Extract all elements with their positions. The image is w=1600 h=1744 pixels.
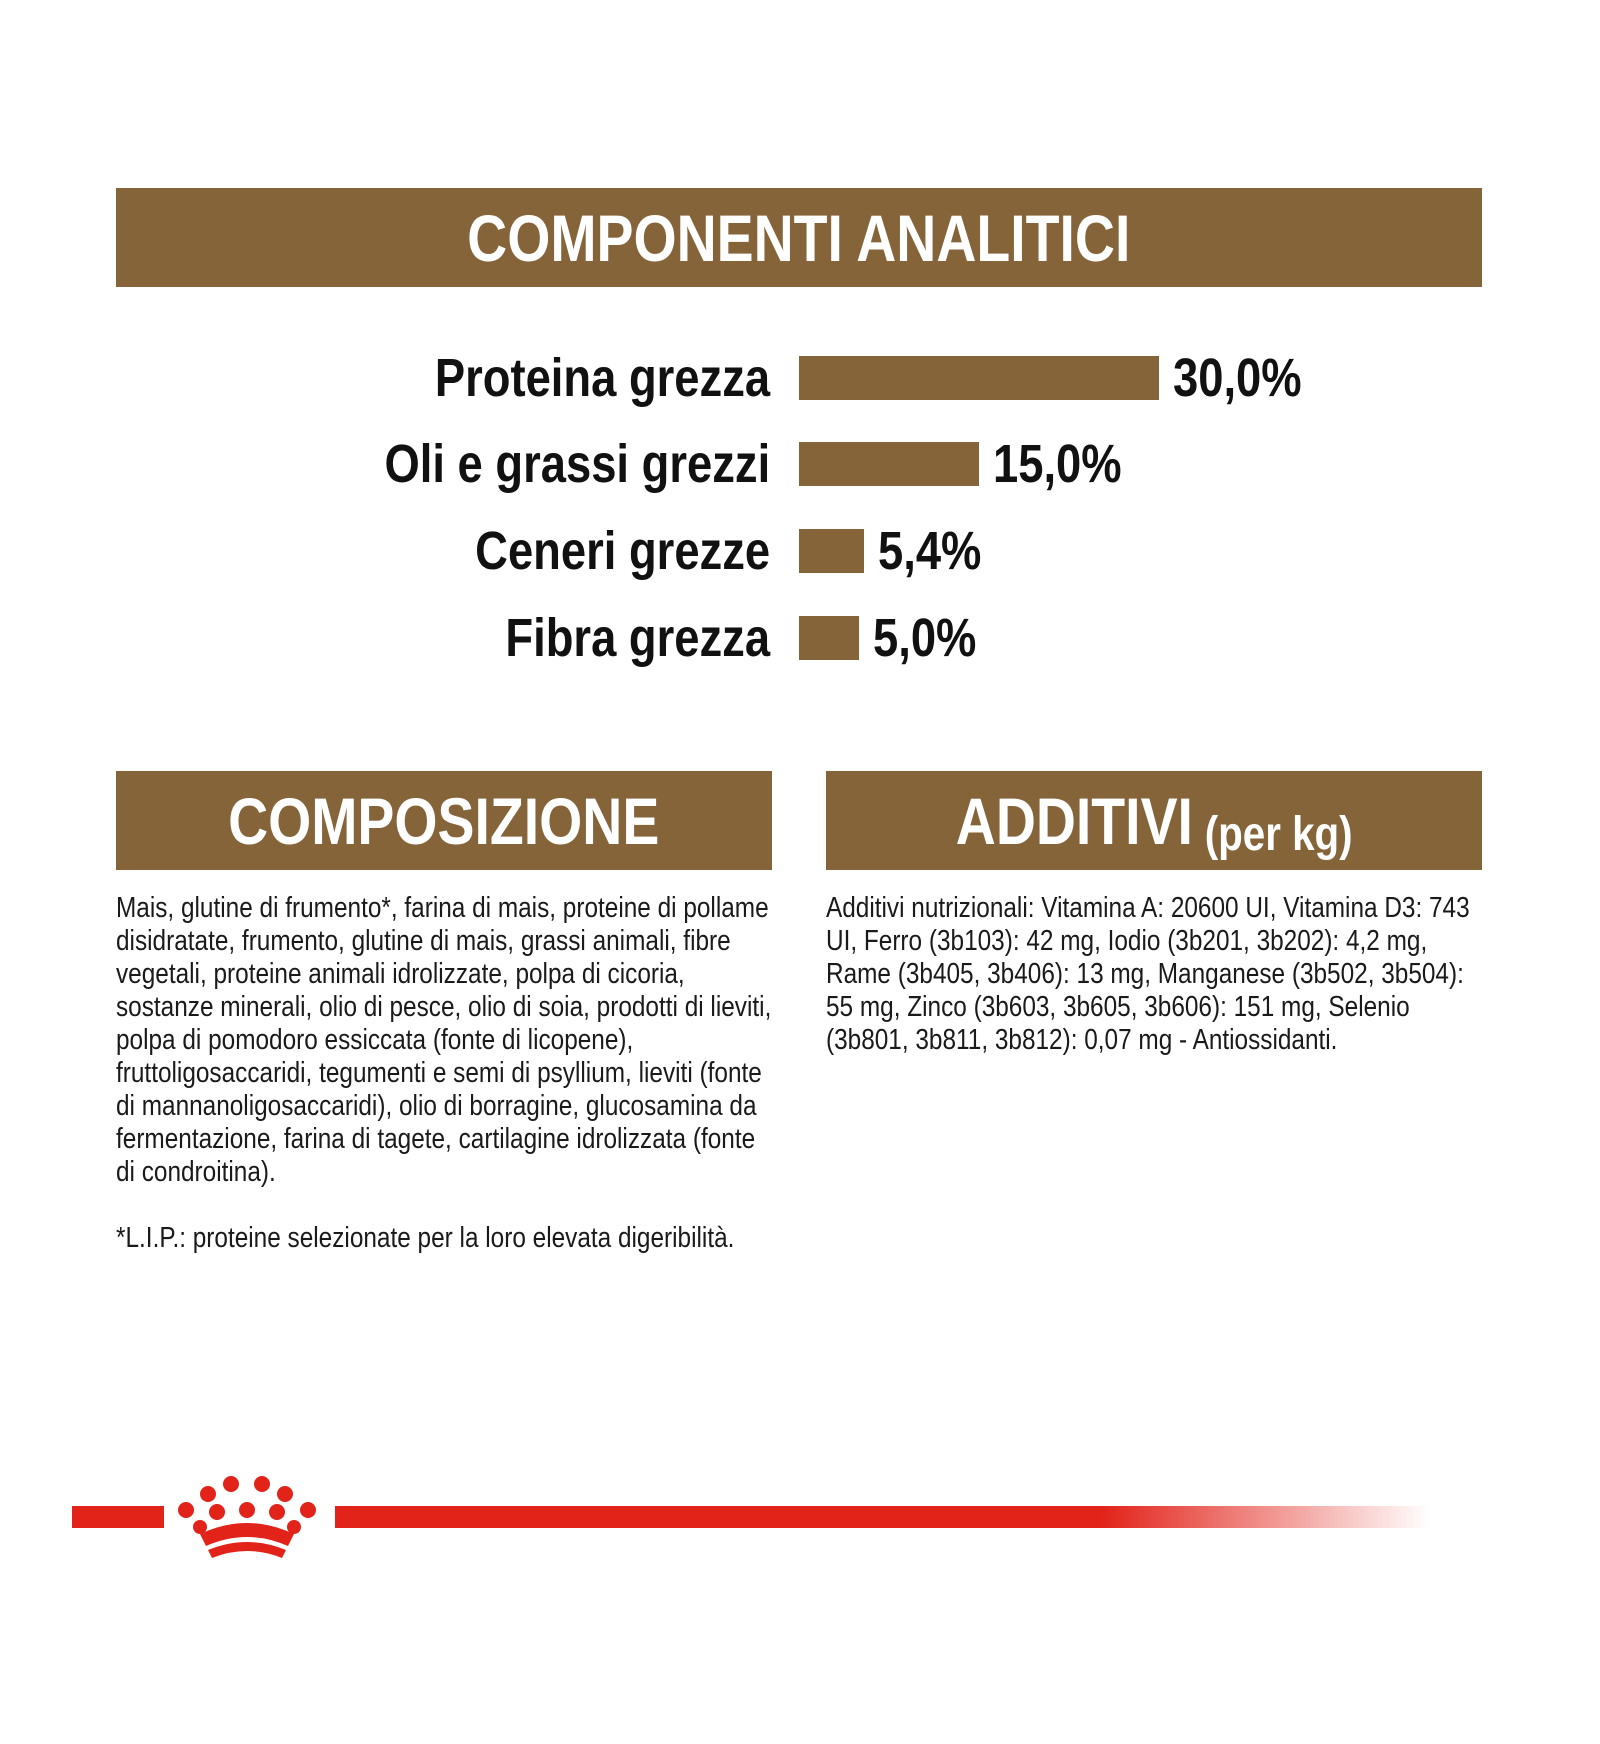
bar-value-label: 30,0% (1173, 348, 1302, 408)
bar (799, 529, 864, 573)
bar-label: Fibra grezza (505, 608, 770, 668)
bar (799, 442, 979, 486)
additivi-text: Additivi nutrizionali: Vitamina A: 20600 UI, Vitamina D3: 743 UI, Ferro (3b103): 42 mg, Iodio (3b201, 3b202): 4,2 mg, Rame (3b405, 3b406): 13 mg, Manganese (3b502, 3b504): 55 mg, Zinco (3b603, 3b605, 3b606): 151 mg, Selenio (3b801, 3b811, 3b812): 0,07 mg - Antiossidanti. (826, 892, 1470, 1056)
additivi-header (826, 771, 1482, 870)
additivi-title: ADDITIVI (955, 783, 1193, 858)
analitici-bar-chart (0, 0, 1600, 700)
additivi-header-text (956, 783, 1353, 859)
analitici-title: COMPONENTI ANALITICI (467, 200, 1131, 275)
bar (799, 616, 859, 660)
composizione-text: Mais, glutine di frumento*, farina di mais, proteine di pollame disidratate, frumento, glutine di mais, grassi animali, fibre vegetali, proteine animali idrolizzate, polpa di cicoria, sostanze minerali, olio di pesce, olio di soia, prodotti di lieviti, polpa di pomodoro essiccata (fonte di licopene), fruttoligosaccaridi, tegumenti e semi di psyllium, lieviti (fonte di mannanoligosaccaridi), olio di borragine, glucosamina da fermentazione, farina di tagete, cartilagine idrolizzata (fonte di condroitina). (116, 892, 772, 1188)
brand-line-right (335, 1506, 1430, 1528)
bar-label: Proteina grezza (434, 348, 770, 408)
bar-value-label: 5,4% (877, 521, 982, 581)
crown-icon (172, 1472, 322, 1562)
composizione-header (116, 771, 772, 870)
bar-value-label: 15,0% (993, 434, 1122, 494)
additivi-unit: (per kg) (1204, 807, 1353, 861)
bar (799, 356, 1159, 400)
brand-line-left (72, 1506, 164, 1528)
composizione-footnote: *L.I.P.: proteine selezionate per la loro elevata digeribilità. (116, 1222, 735, 1254)
bar-label: Ceneri grezze (475, 521, 770, 581)
bar-label: Oli e grassi grezzi (384, 434, 770, 494)
bar-value-label: 5,0% (873, 608, 977, 668)
composizione-title: COMPOSIZIONE (228, 783, 660, 858)
